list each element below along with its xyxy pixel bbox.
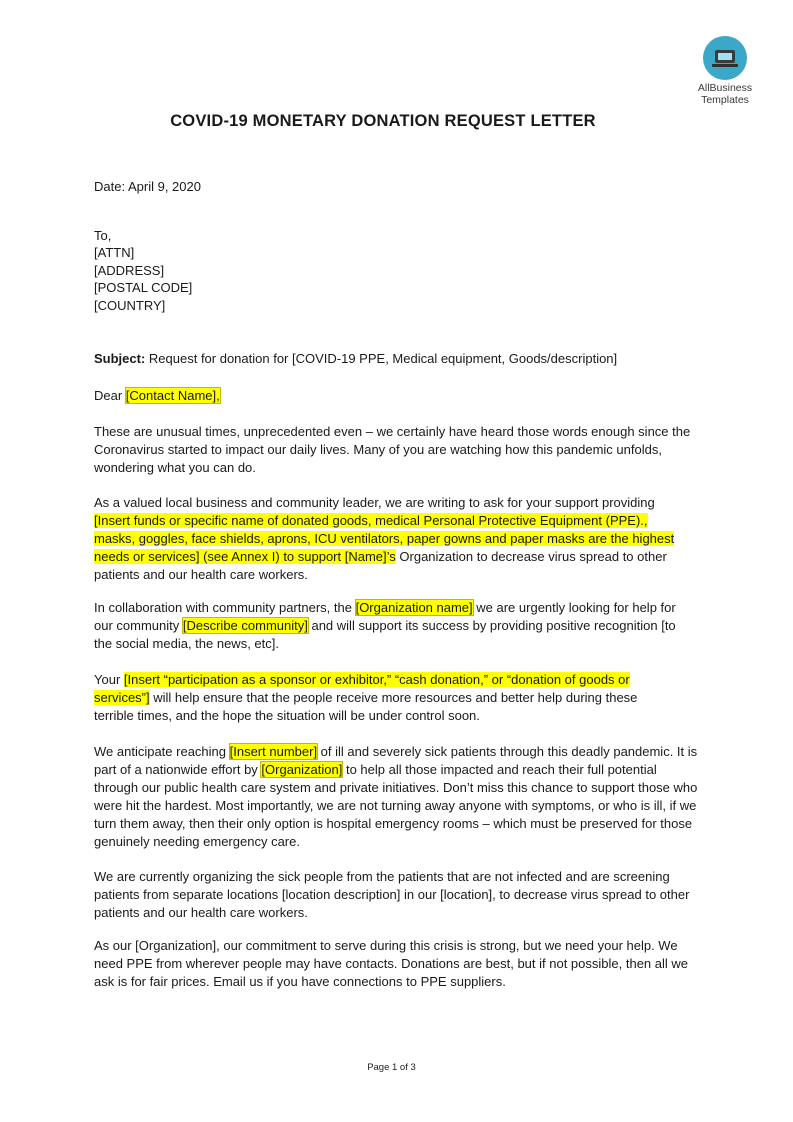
subject-text: Request for donation for [COVID-19 PPE, Medical equipment, Goods/description]: [145, 351, 618, 366]
address-to: To,: [94, 228, 112, 243]
paragraph-1: These are unusual times, unprecedented even – we certainly have heard those words enough since the Coronavirus started to impact our daily lives. Many of you are watching how this pandemic unfolds, wondering what you can do.: [94, 424, 691, 475]
patient-number-placeholder: [Insert number]: [229, 744, 318, 759]
logo-text-line2: Templates: [701, 94, 749, 106]
address-country: [COUNTRY]: [94, 298, 166, 313]
address-street: [ADDRESS]: [94, 263, 165, 278]
describe-community-placeholder: [Describe community]: [182, 618, 308, 633]
participation-type-placeholder: [Insert “participation as a sponsor or exhibitor,” “cash donation,” or “donation of goods or services”]: [94, 672, 630, 705]
organization-placeholder: [Organization]: [261, 762, 343, 777]
page-number: Page 1 of 3: [367, 1062, 416, 1073]
donation-items-placeholder: [Insert funds or specific name of donated goods, medical Personal Protective Equipment (PPE)., masks, goggles, face shields, aprons, ICU ventilators, paper gowns and paper masks are the highest needs or services] (see Annex I) to support [Name]’s: [94, 513, 675, 564]
laptop-icon: [703, 36, 747, 80]
organization-name-placeholder: [Organization name]: [355, 600, 473, 615]
address-attn: [ATTN]: [94, 245, 135, 260]
subject-line: [94, 350, 617, 368]
paragraph-7: As our [Organization], our commitment to serve during this crisis is strong, but we need your help. We need PPE from wherever people may have contacts. Donations are best, but if not possible, then all we ask is for fair prices. Email us if you have connections to PPE suppliers.: [94, 938, 689, 989]
paragraph-5: We anticipate reaching [Insert number] of ill and severely sick patients through this deadly pandemic. It is part of a nationwide effort by [Organization] to help all those impacted and reach their full potential through our public health care system and private initiatives. Don’t miss this chance to support those who were hit the hardest. Most importantly, we are not turning away anyone with symptoms, or who is ill, if we turn them away, then their only option is hospital emergency rooms – which must be preserved for those genuinely needing emergency care.: [94, 744, 698, 849]
subject-label: Subject:: [94, 351, 146, 366]
address-postal-code: [POSTAL CODE]: [94, 280, 193, 295]
salutation: Dear [Contact Name],: [94, 388, 220, 403]
logo-text-line1: AllBusiness: [697, 82, 753, 94]
paragraph-2: As a valued local business and community leader, we are writing to ask for your support providing [Insert funds or specific name of donated goods, medical Personal Protective Equipment (PPE)., masks, goggles, face shields, aprons, ICU ventilators, paper gowns and paper masks are the highest needs or services] (see Annex I) to support [Name]’s Organization to decrease virus spread to other patients and our health care workers.: [94, 495, 675, 582]
page-title: COVID-19 MONETARY DONATION REQUEST LETTER: [170, 112, 596, 130]
paragraph-6: We are currently organizing the sick people from the patients that are not infected and are screening patients from separate locations [location description] in our [location], to decrease virus spread to other patients and our health care workers.: [94, 869, 690, 920]
letter-date: Date: April 9, 2020: [94, 179, 201, 194]
paragraph-3: In collaboration with community partners, the [Organization name] we are urgently looking for help for our community [Describe community] and will support its success by providing positive recognition [to the social media, the news, etc].: [94, 600, 676, 651]
allbusiness-templates-logo: [692, 36, 758, 106]
paragraph-4: Your [Insert “participation as a sponsor or exhibitor,” “cash donation,” or “donation of goods or services”] will help ensure that the people receive more resources and better help during these terrible times, and the hope the situation will be under control soon.: [94, 672, 638, 723]
contact-name-placeholder: [Contact Name],: [125, 388, 220, 403]
